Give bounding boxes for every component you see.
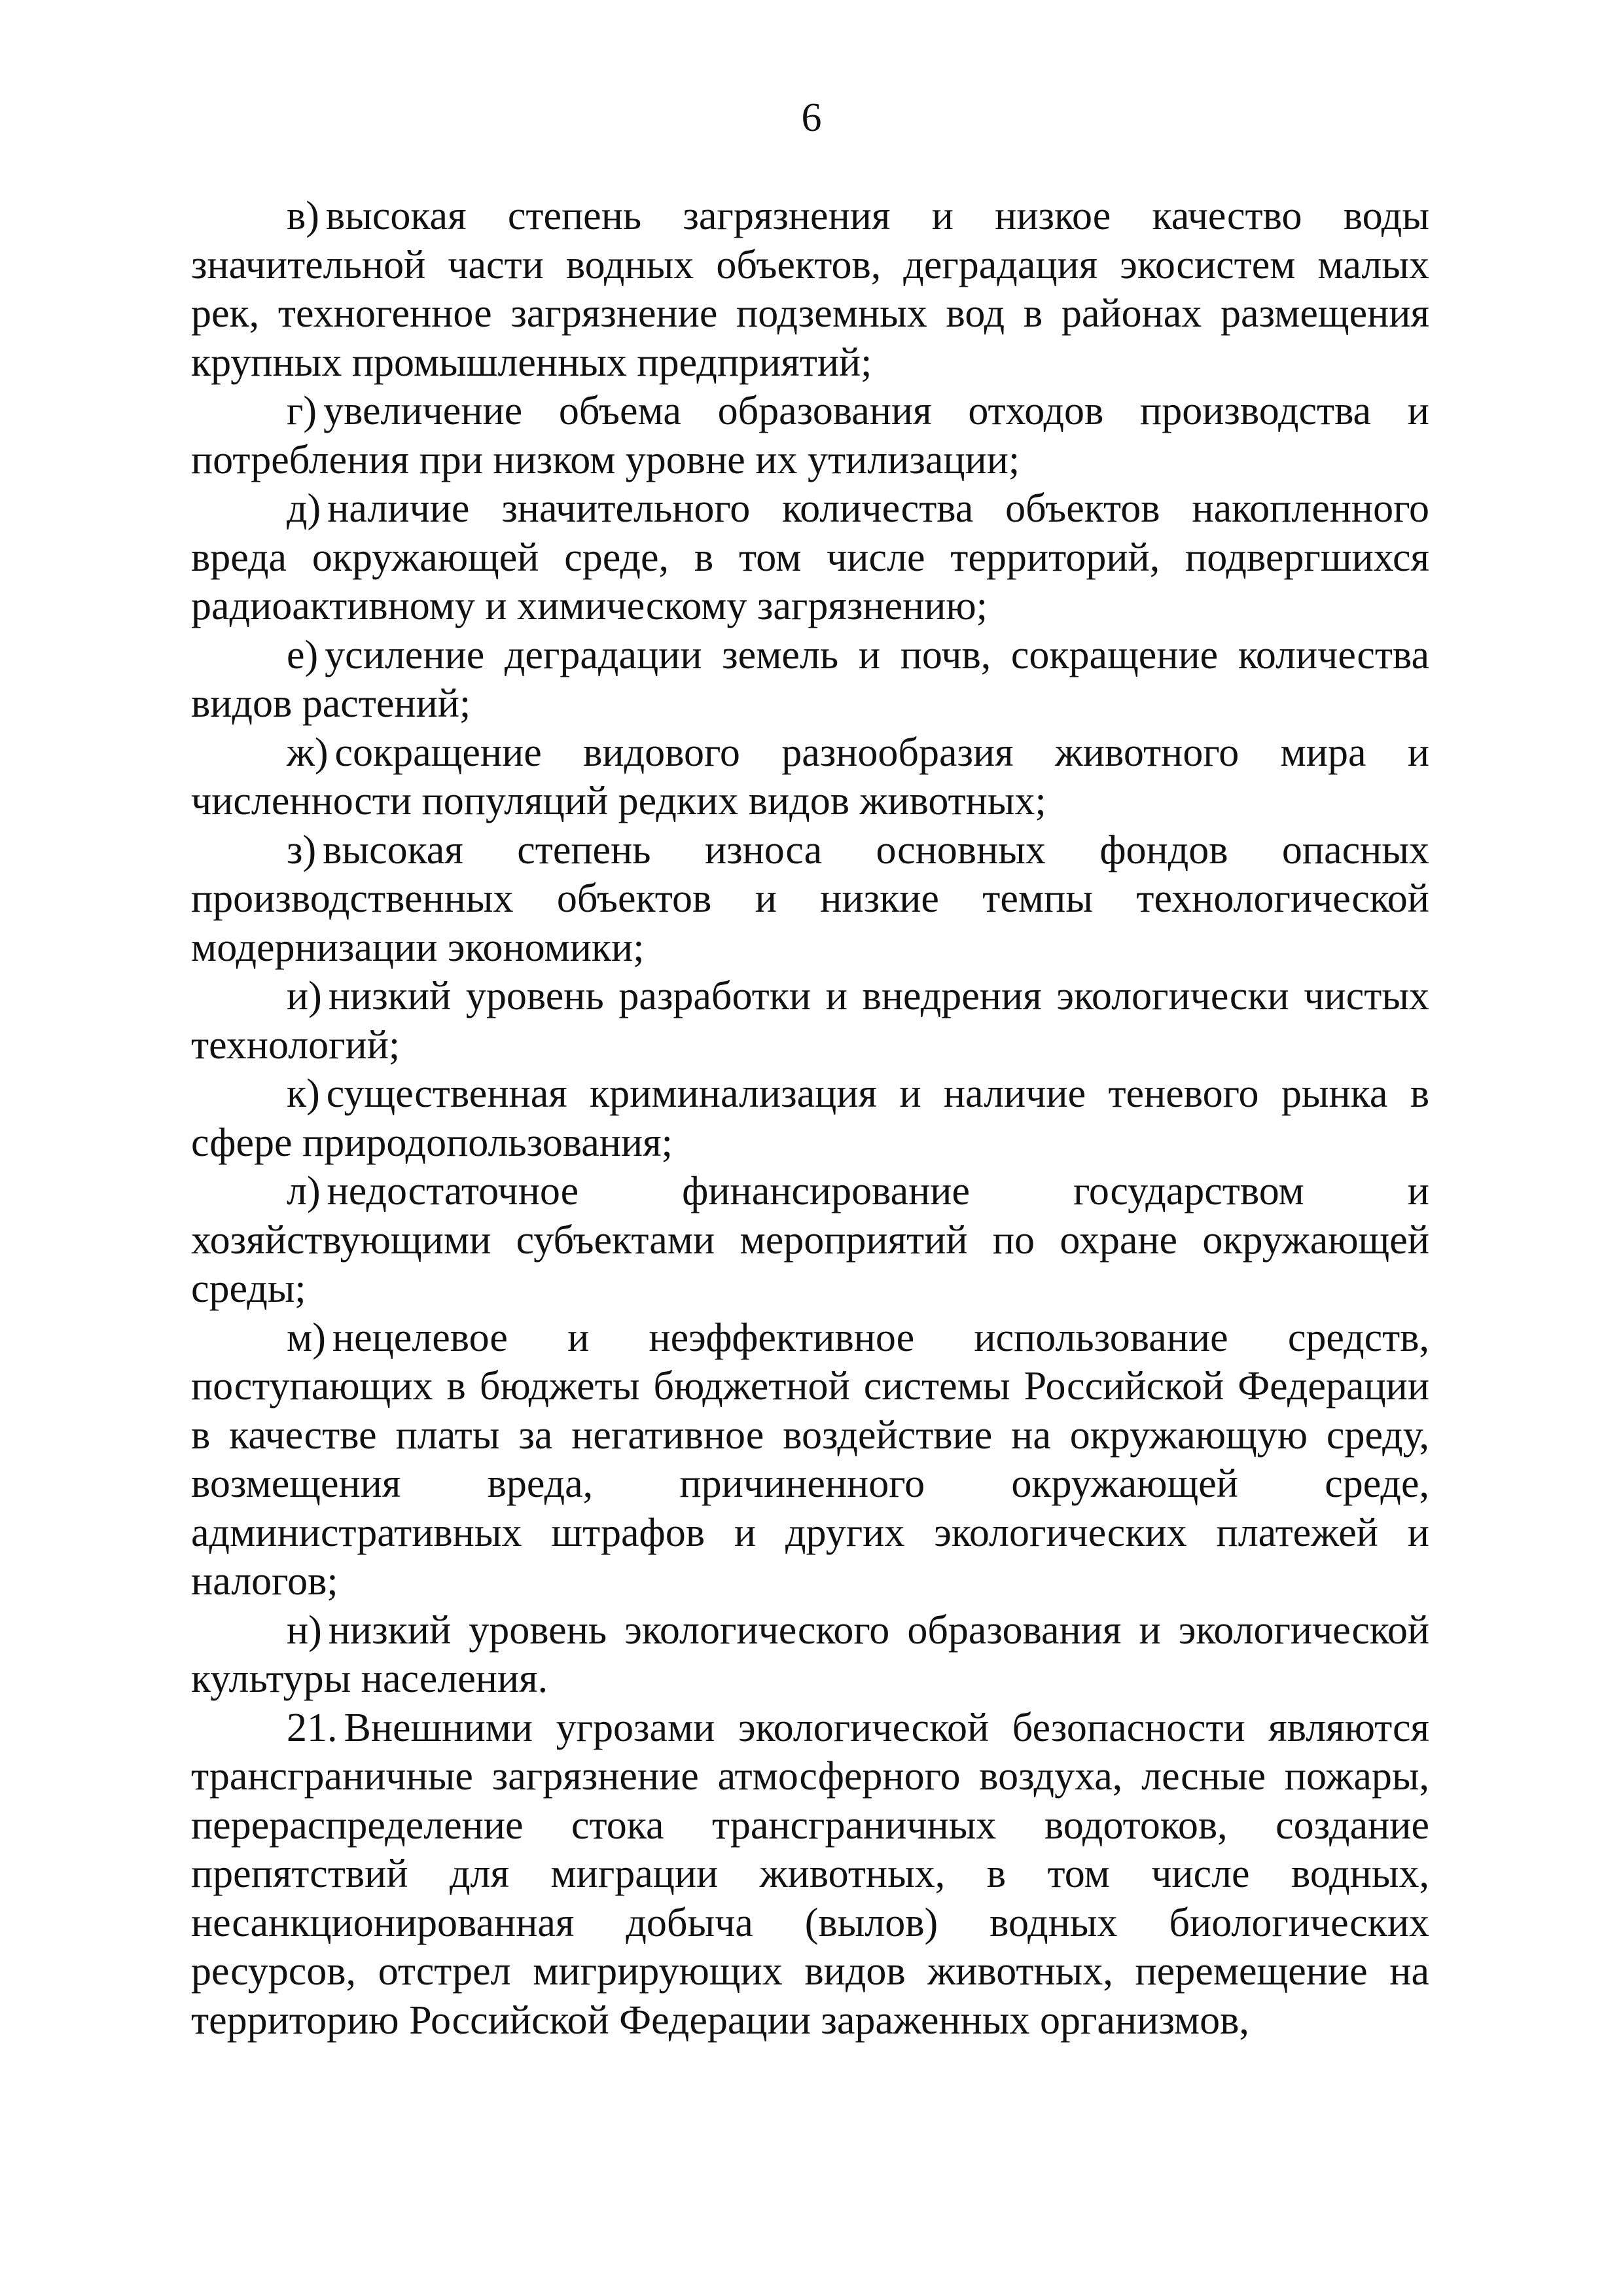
list-item-text: нецелевое и неэффективное использование средств, поступающих в бюджеты бюджетной системы Российской Федерации в качестве платы за негативное воздействие на окружающую среду, возмещения вреда, причиненного окружающей среде, административных штрафов и других экологических платежей и налогов; [191,1315,1429,1604]
list-item-n [191,1606,1429,1704]
section-text: Внешними угрозами экологической безопасности являются трансграничные загрязнение атмосферного воздуха, лесные пожары, перераспределение стока трансграничных водотоков, создание препятствий для миграции животных, в том числе водных, несанкционированная добыча (вылов) водных биологических ресурсов, отстрел мигрирующих видов животных, перемещение на территорию Российской Федерации зараженных организмов, [191,1705,1429,2043]
list-item-g [191,387,1429,484]
list-item-i [191,972,1429,1069]
list-marker: ж) [287,730,329,775]
list-marker: к) [287,1071,320,1116]
list-item-text: сокращение видового разнообразия животного мира и численности популяций редких видов животных; [191,730,1429,823]
list-item-text: низкий уровень разработки и внедрения экологически чистых технологий; [191,974,1429,1067]
list-marker: г) [287,389,317,433]
list-marker: з) [287,827,317,872]
list-marker: н) [287,1607,322,1653]
list-item-text: наличие значительного количества объектов накопленного вреда окружающей среде, в том числе территорий, подвергшихся радиоактивному и химическому загрязнению; [191,486,1429,628]
list-item-k [191,1069,1429,1167]
section-number: 21. [287,1705,338,1750]
list-item-m [191,1314,1429,1606]
list-marker: е) [287,632,319,677]
list-item-text: усиление деградации земель и почв, сокращение количества видов растений; [191,632,1429,726]
section-21 [191,1704,1429,2045]
list-item-text: низкий уровень экологического образования и экологической культуры населения. [191,1607,1429,1701]
list-item-text: увеличение объема образования отходов производства и потребления при низком уровне их утилизации; [191,389,1429,482]
page-number: 6 [801,96,822,140]
list-item-e [191,631,1429,728]
list-item-text: недостаточное финансирование государством и хозяйствующими субъектами мероприятий по охране окружающей среды; [191,1169,1429,1311]
list-item-text: высокая степень износа основных фондов опасных производственных объектов и низкие темпы технологической модернизации экономики; [191,827,1429,970]
list-marker: д) [287,486,321,531]
list-item-text: высокая степень загрязнения и низкое качество воды значительной части водных объектов, деградация экосистем малых рек, техногенное загрязнение подземных вод в районах размещения крупных промышленных предприятий; [191,194,1429,385]
list-item-text: существенная криминализация и наличие теневого рынка в сфере природопользования; [191,1071,1429,1165]
list-marker: л) [287,1169,321,1213]
list-marker: м) [287,1315,326,1360]
list-item-l [191,1167,1429,1314]
list-item-zh [191,728,1429,826]
list-item-v [191,192,1429,387]
list-item-z [191,826,1429,973]
list-marker: и) [287,974,322,1018]
document-body [191,192,1429,2045]
list-item-d [191,484,1429,631]
list-marker: в) [287,194,319,238]
